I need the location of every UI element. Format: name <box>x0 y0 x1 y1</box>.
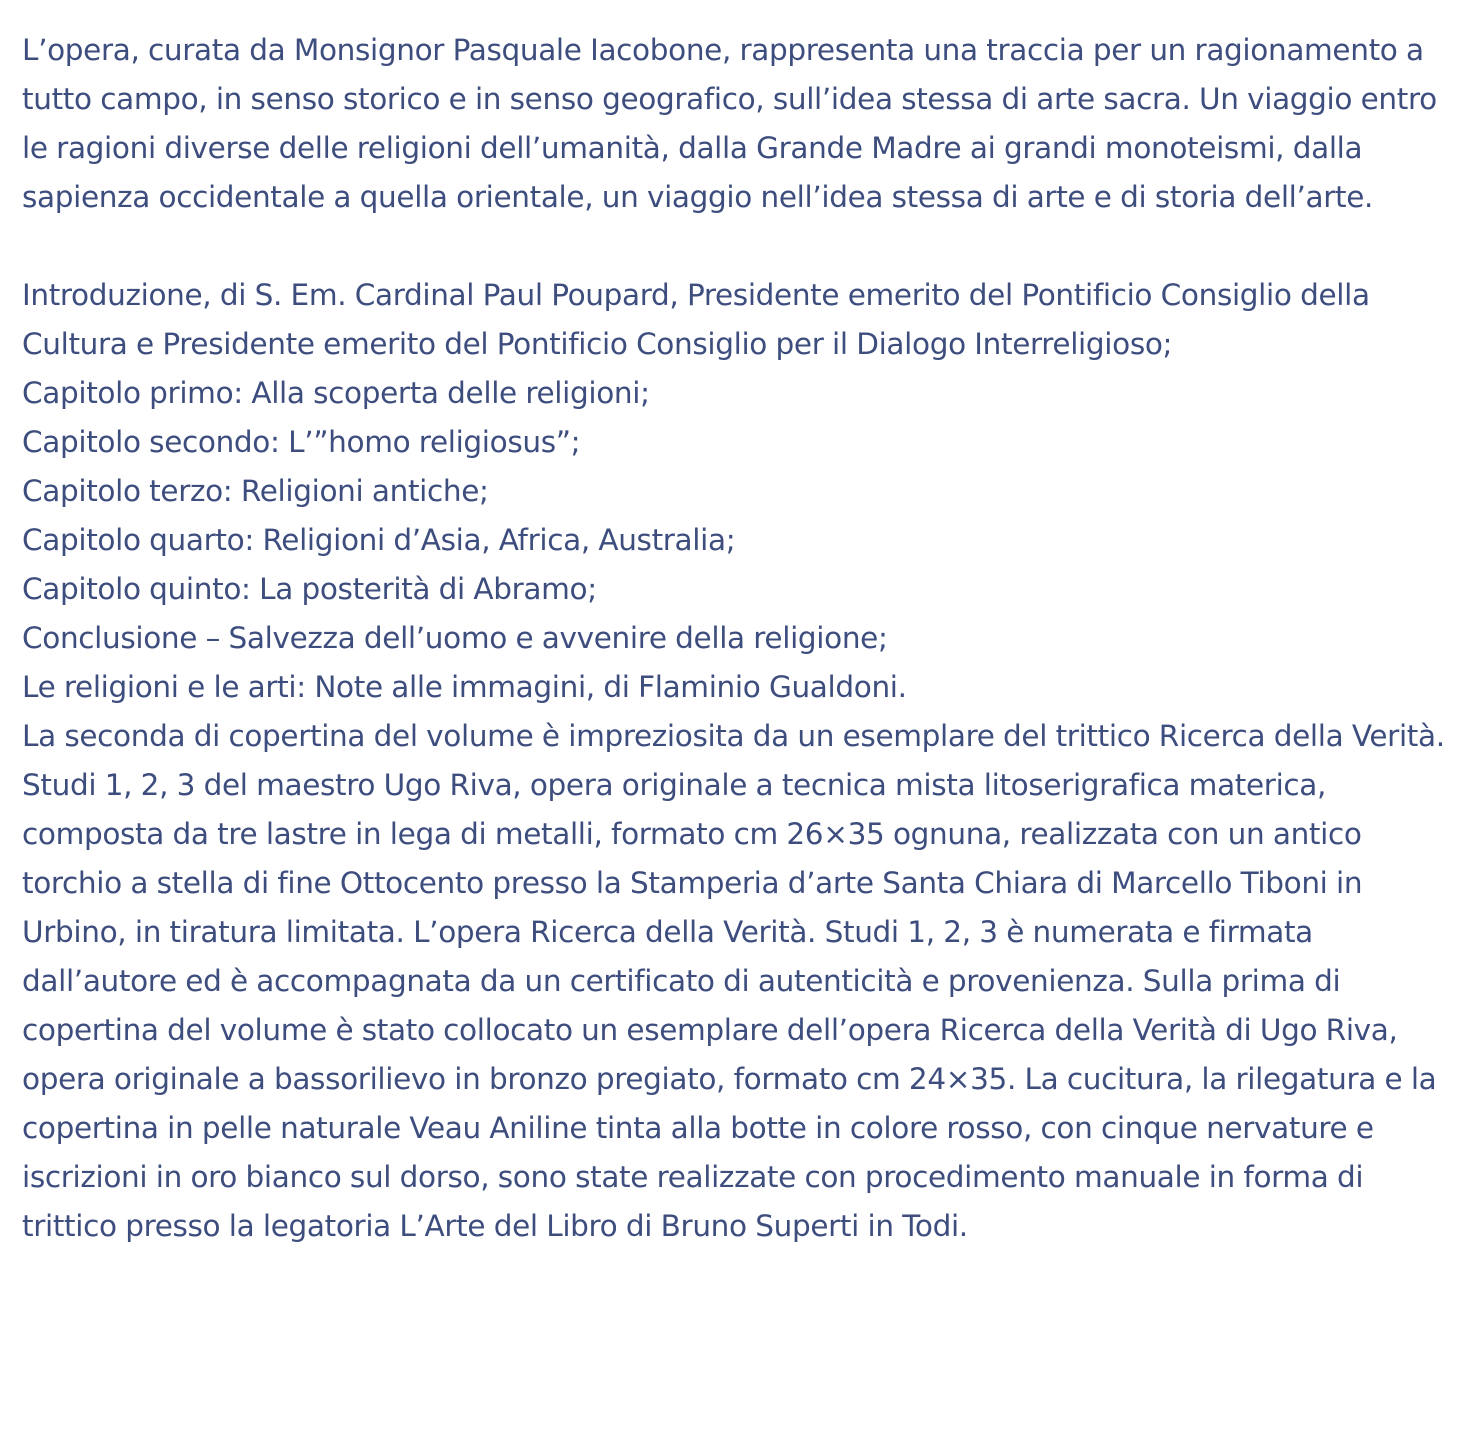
contents-introduction: Introduzione, di S. Em. Cardinal Paul Poupard, Presidente emerito del Pontificio Consiglio della Cultura e Presidente emerito del Pontificio Consiglio per il Dialogo Interreligioso; <box>22 278 1370 361</box>
contents-chapter-4: Capitolo quarto: Religioni d’Asia, Africa, Australia; <box>22 523 736 557</box>
edition-description: La seconda di copertina del volume è impreziosita da un esemplare del trittico Ricerca della Verità. Studi 1, 2, 3 del maestro Ugo Riva, opera originale a tecnica mista litoserigrafica materica, composta da tre lastre in lega di metalli, formato cm 26×35 ognuna, realizzata con un antico torchio a stella di fine Ottocento presso la Stamperia d’arte Santa Chiara di Marcello Tiboni in Urbino, in tiratura limitata. L’opera Ricerca della Verità. Studi 1, 2, 3 è numerata e firmata dall’autore ed è accompagnata da un certificato di autenticità e provenienza. Sulla prima di copertina del volume è stato collocato un esemplare dell’opera Ricerca della Verità di Ugo Riva, opera originale a bassorilievo in bronzo pregiato, formato cm 24×35. La cucitura, la rilegatura e la copertina in pelle naturale Veau Aniline tinta alla botte in colore rosso, con cinque nervature e iscrizioni in oro bianco sul dorso, sono state realizzate con procedimento manuale in forma di trittico presso la legatoria L’Arte del Libro di Bruno Superti in Todi. <box>22 719 1445 1243</box>
contents-chapter-1: Capitolo primo: Alla scoperta delle religioni; <box>22 376 650 410</box>
intro-paragraph: L’opera, curata da Monsignor Pasquale Iacobone, rappresenta una traccia per un ragionamento a tutto campo, in senso storico e in senso geografico, sull’idea stessa di arte sacra. Un viaggio entro le ragioni diverse delle religioni dell’umanità, dalla Grande Madre ai grandi monoteismi, dalla sapienza occidentale a quella orientale, un viaggio nell’idea stessa di arte e di storia dell’arte. <box>22 33 1437 214</box>
contents-chapter-5: Capitolo quinto: La posterità di Abramo; <box>22 572 597 606</box>
contents-list <box>22 271 1461 1251</box>
contents-conclusion: Conclusione – Salvezza dell’uomo e avvenire della religione; <box>22 621 888 655</box>
contents-chapter-2: Capitolo secondo: L’”homo religiosus”; <box>22 425 581 459</box>
contents-chapter-3: Capitolo terzo: Religioni antiche; <box>22 474 489 508</box>
contents-notes: Le religioni e le arti: Note alle immagini, di Flaminio Gualdoni. <box>22 670 907 704</box>
